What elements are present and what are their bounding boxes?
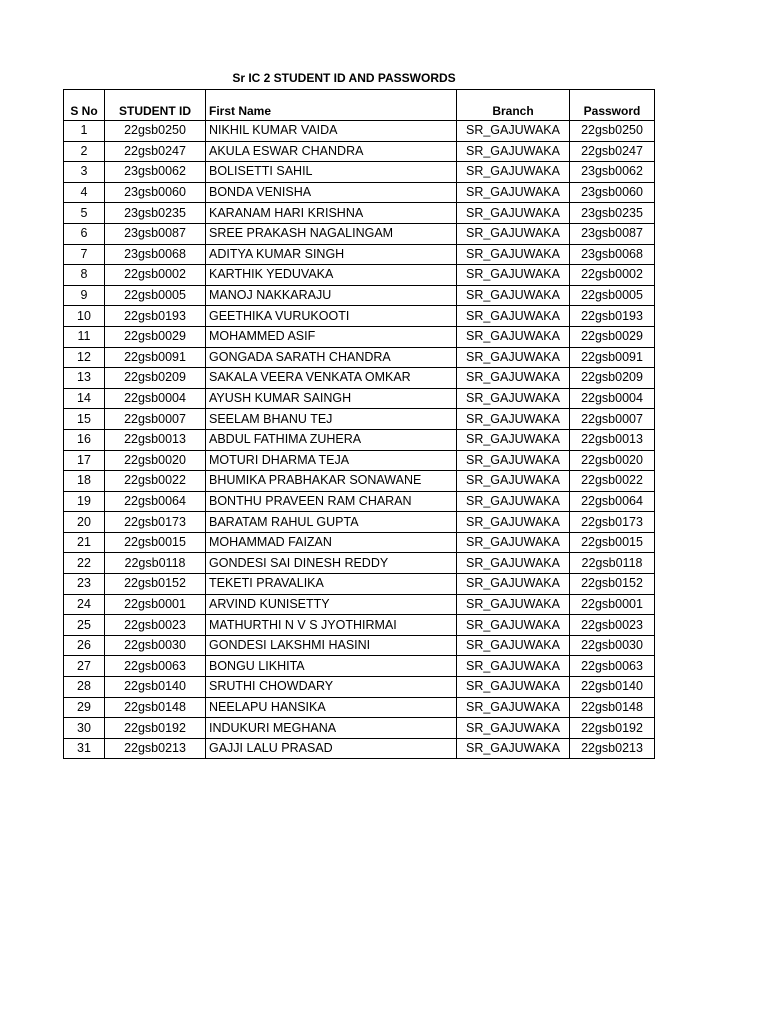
column-header-branch: Branch <box>457 90 570 121</box>
cell-password: 22gsb0002 <box>570 265 655 286</box>
cell-password: 22gsb0004 <box>570 388 655 409</box>
cell-sno: 14 <box>64 388 105 409</box>
cell-password: 22gsb0064 <box>570 491 655 512</box>
cell-sno: 7 <box>64 244 105 265</box>
cell-student-id: 22gsb0152 <box>105 574 206 595</box>
table-row <box>64 368 655 389</box>
cell-first-name: SREE PRAKASH NAGALINGAM <box>206 223 457 244</box>
cell-student-id: 22gsb0007 <box>105 409 206 430</box>
cell-first-name: TEKETI PRAVALIKA <box>206 574 457 595</box>
cell-sno: 5 <box>64 203 105 224</box>
cell-branch: SR_GAJUWAKA <box>457 574 570 595</box>
cell-sno: 25 <box>64 615 105 636</box>
table-row <box>64 182 655 203</box>
cell-first-name: NEELAPU HANSIKA <box>206 697 457 718</box>
header-row <box>64 90 655 121</box>
table-row <box>64 141 655 162</box>
cell-first-name: KARANAM HARI KRISHNA <box>206 203 457 224</box>
cell-sno: 24 <box>64 594 105 615</box>
table-row <box>64 574 655 595</box>
table-row <box>64 244 655 265</box>
table-row <box>64 409 655 430</box>
cell-branch: SR_GAJUWAKA <box>457 368 570 389</box>
cell-first-name: BONTHU PRAVEEN RAM CHARAN <box>206 491 457 512</box>
cell-first-name: INDUKURI MEGHANA <box>206 718 457 739</box>
table-row <box>64 656 655 677</box>
cell-first-name: MOHAMMED ASIF <box>206 326 457 347</box>
table-row <box>64 553 655 574</box>
cell-password: 22gsb0063 <box>570 656 655 677</box>
cell-branch: SR_GAJUWAKA <box>457 471 570 492</box>
cell-student-id: 22gsb0015 <box>105 532 206 553</box>
cell-password: 22gsb0023 <box>570 615 655 636</box>
cell-password: 22gsb0140 <box>570 677 655 698</box>
table-row <box>64 347 655 368</box>
cell-password: 22gsb0005 <box>570 285 655 306</box>
table-row <box>64 594 655 615</box>
cell-branch: SR_GAJUWAKA <box>457 656 570 677</box>
cell-student-id: 23gsb0087 <box>105 223 206 244</box>
cell-branch: SR_GAJUWAKA <box>457 265 570 286</box>
cell-student-id: 22gsb0213 <box>105 738 206 759</box>
table-row <box>64 203 655 224</box>
cell-sno: 19 <box>64 491 105 512</box>
cell-student-id: 23gsb0235 <box>105 203 206 224</box>
table-row <box>64 677 655 698</box>
cell-student-id: 22gsb0020 <box>105 450 206 471</box>
cell-password: 22gsb0193 <box>570 306 655 327</box>
cell-student-id: 22gsb0173 <box>105 512 206 533</box>
cell-first-name: MOTURI DHARMA TEJA <box>206 450 457 471</box>
cell-branch: SR_GAJUWAKA <box>457 450 570 471</box>
cell-branch: SR_GAJUWAKA <box>457 512 570 533</box>
cell-sno: 29 <box>64 697 105 718</box>
cell-student-id: 22gsb0247 <box>105 141 206 162</box>
cell-branch: SR_GAJUWAKA <box>457 203 570 224</box>
cell-student-id: 22gsb0013 <box>105 429 206 450</box>
cell-student-id: 22gsb0250 <box>105 121 206 142</box>
cell-sno: 30 <box>64 718 105 739</box>
cell-password: 22gsb0001 <box>570 594 655 615</box>
cell-sno: 22 <box>64 553 105 574</box>
cell-password: 22gsb0209 <box>570 368 655 389</box>
cell-first-name: MOHAMMAD FAIZAN <box>206 532 457 553</box>
cell-first-name: ABDUL FATHIMA ZUHERA <box>206 429 457 450</box>
cell-first-name: MANOJ NAKKARAJU <box>206 285 457 306</box>
cell-student-id: 22gsb0029 <box>105 326 206 347</box>
cell-branch: SR_GAJUWAKA <box>457 182 570 203</box>
cell-student-id: 22gsb0209 <box>105 368 206 389</box>
table-row <box>64 532 655 553</box>
cell-first-name: KARTHIK YEDUVAKA <box>206 265 457 286</box>
cell-first-name: GAJJI LALU PRASAD <box>206 738 457 759</box>
cell-password: 22gsb0015 <box>570 532 655 553</box>
cell-student-id: 22gsb0192 <box>105 718 206 739</box>
column-header-first-name: First Name <box>206 90 457 121</box>
cell-first-name: BARATAM RAHUL GUPTA <box>206 512 457 533</box>
cell-password: 22gsb0007 <box>570 409 655 430</box>
table-row <box>64 285 655 306</box>
cell-sno: 4 <box>64 182 105 203</box>
table-row <box>64 326 655 347</box>
cell-sno: 18 <box>64 471 105 492</box>
table-row <box>64 697 655 718</box>
cell-password: 22gsb0022 <box>570 471 655 492</box>
table-row <box>64 635 655 656</box>
cell-student-id: 22gsb0030 <box>105 635 206 656</box>
cell-password: 22gsb0148 <box>570 697 655 718</box>
cell-sno: 2 <box>64 141 105 162</box>
cell-student-id: 22gsb0193 <box>105 306 206 327</box>
cell-first-name: SAKALA VEERA VENKATA OMKAR <box>206 368 457 389</box>
cell-password: 23gsb0087 <box>570 223 655 244</box>
cell-password: 22gsb0020 <box>570 450 655 471</box>
cell-password: 22gsb0091 <box>570 347 655 368</box>
cell-password: 23gsb0060 <box>570 182 655 203</box>
table-row <box>64 429 655 450</box>
cell-branch: SR_GAJUWAKA <box>457 388 570 409</box>
cell-first-name: BONGU LIKHITA <box>206 656 457 677</box>
cell-branch: SR_GAJUWAKA <box>457 738 570 759</box>
cell-password: 22gsb0173 <box>570 512 655 533</box>
student-credentials-table <box>63 89 655 759</box>
cell-branch: SR_GAJUWAKA <box>457 553 570 574</box>
cell-sno: 11 <box>64 326 105 347</box>
table-row <box>64 512 655 533</box>
table-row <box>64 306 655 327</box>
cell-student-id: 22gsb0005 <box>105 285 206 306</box>
cell-password: 23gsb0235 <box>570 203 655 224</box>
cell-student-id: 23gsb0068 <box>105 244 206 265</box>
cell-branch: SR_GAJUWAKA <box>457 635 570 656</box>
cell-password: 22gsb0013 <box>570 429 655 450</box>
cell-password: 22gsb0030 <box>570 635 655 656</box>
table-row <box>64 615 655 636</box>
table-row <box>64 223 655 244</box>
cell-sno: 3 <box>64 162 105 183</box>
cell-sno: 31 <box>64 738 105 759</box>
cell-first-name: MATHURTHI N V S JYOTHIRMAI <box>206 615 457 636</box>
cell-branch: SR_GAJUWAKA <box>457 162 570 183</box>
cell-student-id: 22gsb0022 <box>105 471 206 492</box>
cell-first-name: NIKHIL KUMAR VAIDA <box>206 121 457 142</box>
cell-student-id: 22gsb0140 <box>105 677 206 698</box>
cell-sno: 12 <box>64 347 105 368</box>
cell-branch: SR_GAJUWAKA <box>457 615 570 636</box>
column-header-password: Password <box>570 90 655 121</box>
cell-sno: 23 <box>64 574 105 595</box>
cell-first-name: SEELAM BHANU TEJ <box>206 409 457 430</box>
cell-first-name: BOLISETTI SAHIL <box>206 162 457 183</box>
table-row <box>64 265 655 286</box>
cell-student-id: 22gsb0148 <box>105 697 206 718</box>
cell-sno: 17 <box>64 450 105 471</box>
cell-password: 23gsb0068 <box>570 244 655 265</box>
cell-branch: SR_GAJUWAKA <box>457 347 570 368</box>
cell-password: 23gsb0062 <box>570 162 655 183</box>
cell-branch: SR_GAJUWAKA <box>457 223 570 244</box>
cell-password: 22gsb0152 <box>570 574 655 595</box>
cell-password: 22gsb0029 <box>570 326 655 347</box>
cell-sno: 1 <box>64 121 105 142</box>
cell-student-id: 22gsb0063 <box>105 656 206 677</box>
cell-student-id: 23gsb0060 <box>105 182 206 203</box>
cell-branch: SR_GAJUWAKA <box>457 677 570 698</box>
table-row <box>64 388 655 409</box>
cell-branch: SR_GAJUWAKA <box>457 491 570 512</box>
cell-first-name: BONDA VENISHA <box>206 182 457 203</box>
table-header <box>64 90 655 121</box>
document-title: Sr IC 2 STUDENT ID AND PASSWORDS <box>232 71 456 85</box>
cell-sno: 26 <box>64 635 105 656</box>
cell-branch: SR_GAJUWAKA <box>457 121 570 142</box>
cell-sno: 20 <box>64 512 105 533</box>
cell-sno: 28 <box>64 677 105 698</box>
cell-student-id: 22gsb0064 <box>105 491 206 512</box>
cell-sno: 6 <box>64 223 105 244</box>
table-row <box>64 718 655 739</box>
cell-branch: SR_GAJUWAKA <box>457 285 570 306</box>
cell-branch: SR_GAJUWAKA <box>457 141 570 162</box>
cell-sno: 13 <box>64 368 105 389</box>
cell-student-id: 23gsb0062 <box>105 162 206 183</box>
cell-sno: 15 <box>64 409 105 430</box>
cell-branch: SR_GAJUWAKA <box>457 532 570 553</box>
cell-branch: SR_GAJUWAKA <box>457 326 570 347</box>
cell-branch: SR_GAJUWAKA <box>457 594 570 615</box>
table-row <box>64 491 655 512</box>
cell-first-name: BHUMIKA PRABHAKAR SONAWANE <box>206 471 457 492</box>
cell-first-name: SRUTHI CHOWDARY <box>206 677 457 698</box>
cell-branch: SR_GAJUWAKA <box>457 409 570 430</box>
cell-sno: 8 <box>64 265 105 286</box>
cell-student-id: 22gsb0002 <box>105 265 206 286</box>
cell-first-name: ADITYA KUMAR SINGH <box>206 244 457 265</box>
table-row <box>64 738 655 759</box>
column-header-student-id: STUDENT ID <box>105 90 206 121</box>
column-header-sno: S No <box>64 90 105 121</box>
cell-first-name: AYUSH KUMAR SAINGH <box>206 388 457 409</box>
cell-branch: SR_GAJUWAKA <box>457 697 570 718</box>
cell-branch: SR_GAJUWAKA <box>457 244 570 265</box>
cell-password: 22gsb0250 <box>570 121 655 142</box>
cell-sno: 21 <box>64 532 105 553</box>
cell-password: 22gsb0192 <box>570 718 655 739</box>
cell-student-id: 22gsb0118 <box>105 553 206 574</box>
cell-sno: 16 <box>64 429 105 450</box>
table-body <box>64 121 655 759</box>
cell-branch: SR_GAJUWAKA <box>457 306 570 327</box>
cell-first-name: GONDESI LAKSHMI HASINI <box>206 635 457 656</box>
cell-sno: 27 <box>64 656 105 677</box>
cell-sno: 10 <box>64 306 105 327</box>
cell-password: 22gsb0118 <box>570 553 655 574</box>
table-row <box>64 162 655 183</box>
cell-first-name: GEETHIKA VURUKOOTI <box>206 306 457 327</box>
cell-student-id: 22gsb0004 <box>105 388 206 409</box>
cell-first-name: ARVIND KUNISETTY <box>206 594 457 615</box>
table-row <box>64 471 655 492</box>
cell-first-name: AKULA ESWAR CHANDRA <box>206 141 457 162</box>
cell-password: 22gsb0247 <box>570 141 655 162</box>
cell-student-id: 22gsb0001 <box>105 594 206 615</box>
cell-password: 22gsb0213 <box>570 738 655 759</box>
table-row <box>64 450 655 471</box>
table-row <box>64 121 655 142</box>
cell-first-name: GONGADA SARATH CHANDRA <box>206 347 457 368</box>
cell-first-name: GONDESI SAI DINESH REDDY <box>206 553 457 574</box>
cell-branch: SR_GAJUWAKA <box>457 429 570 450</box>
cell-student-id: 22gsb0023 <box>105 615 206 636</box>
cell-branch: SR_GAJUWAKA <box>457 718 570 739</box>
cell-sno: 9 <box>64 285 105 306</box>
cell-student-id: 22gsb0091 <box>105 347 206 368</box>
